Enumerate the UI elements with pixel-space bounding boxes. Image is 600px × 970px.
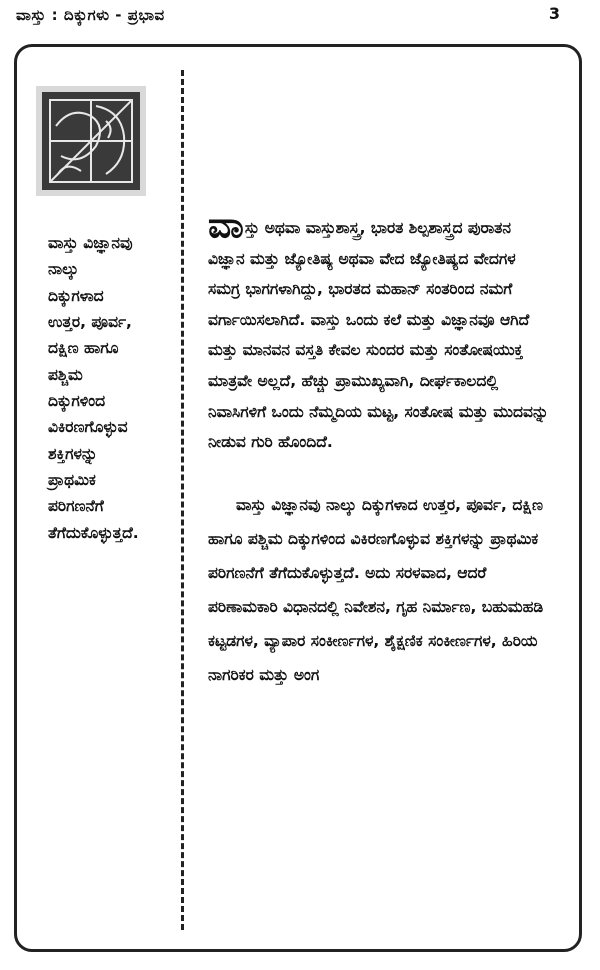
sidebar-line: ದಿಕ್ಕುಗಳಿಂದ [48, 392, 106, 411]
vastu-grid-emblem [36, 86, 146, 196]
sidebar-line: ಉತ್ತರ, ಪೂರ್ವ, [48, 313, 132, 332]
paragraph-1-text: ಸ್ತು ಅಥವಾ ವಾಸ್ತುಶಾಸ್ತ್ರ, ಭಾರತ ಶಿಲ್ಪಶಾಸ್ತ್ರದ ಪುರಾತನ ವಿಜ್ಞಾನ ಮತ್ತು ಜ್ಯೋತಿಷ್ಯ ಅಥವಾ ವೇದ ಜ್ಯೋತಿಷ್ಯದ ವೇದಗಳ ಸಮಗ್ರ ಭಾಗಗಳಾಗಿದ್ದು, ಭಾರತದ ಮಹಾನ್ ಸಂತರಿಂದ ನಮಗೆ ವರ್ಗಾಯಿಸಲಾಗಿದೆ. ವಾಸ್ತು ಒಂದು ಕಲೆ ಮತ್ತು ವಿಜ್ಞಾನವೂ ಆಗಿದೆ ಮತ್ತು ಮಾನವನ ವಸ್ತತಿ ಕೇವಲ ಸುಂದರ ಮತ್ತು ಸಂತೋಷಯುಕ್ತ ಮಾತ್ರವೇ ಅಲ್ಲದೆ, ಹೆಚ್ಚು ಪ್ರಾಮುಖ್ಯವಾಗಿ, ದೀರ್ಘಕಾಲದಲ್ಲಿ ನಿವಾಸಿಗಳಿಗೆ ಒಂದು ನೆಮ್ಮದಿಯ ಮಟ್ಟ, ಸಂತೋಷ ಮತ್ತು ಮುದವನ್ನು ನೀಡುವ ಗುರಿ ಹೊಂದಿದೆ. [208, 219, 549, 452]
sidebar-line: ವಾಸ್ತು ವಿಜ್ಞಾನವು [48, 234, 133, 252]
column-divider [181, 70, 184, 930]
sidebar-pull-quote [48, 230, 178, 546]
sidebar-line: ತೆಗೆದುಕೊಳ್ಳುತ್ತದೆ. [48, 523, 139, 542]
sidebar-line: ದಿಕ್ಕುಗಳಾದ [48, 286, 104, 305]
drop-cap: ವಾ [208, 204, 244, 246]
running-header-title: ವಾಸ್ತು : ದಿಕ್ಕುಗಳು - ಪ್ರಭಾವ [16, 6, 165, 24]
body-paragraph-1 [208, 204, 553, 458]
sidebar-line: ವಿಕಿರಣಗೊಳ್ಳುವ [48, 418, 128, 437]
sidebar-line: ಶಕ್ತಿಗಳನ್ನು [48, 444, 98, 463]
sidebar-line: ದಕ್ಷಿಣ ಹಾಗೂ [48, 339, 119, 358]
sidebar-line: ಪ್ರಾಥಮಿಕ [48, 471, 96, 490]
sidebar-line: ಪಶ್ಚಿಮ [48, 365, 83, 384]
body-paragraph-2: ವಾಸ್ತು ವಿಜ್ಞಾನವು ನಾಲ್ಕು ದಿಕ್ಕುಗಳಾದ ಉತ್ತರ, ಪೂರ್ವ, ದಕ್ಷಿಣ ಹಾಗೂ ಪಶ್ಚಿಮ ದಿಕ್ಕುಗಳಿಂದ ವಿಕಿರಣಗೊಳ್ಳುವ ಶಕ್ತಿಗಳನ್ನು ಪ್ರಾಥಮಿಕ ಪರಿಗಣನೆಗೆ ತೆಗೆದುಕೊಳ್ಳುತ್ತದೆ. ಅದು ಸರಳವಾದ, ಆದರೆ ಪರಿಣಾಮಕಾರಿ ವಿಧಾನದಲ್ಲಿ ನಿವೇಶನ, ಗೃಹ ನಿರ್ಮಾಣ, ಬಹುಮಹಡಿ ಕಟ್ಟಡಗಳ, ವ್ಯಾಪಾರ ಸಂಕೀರ್ಣಗಳ, ಶೈಕ್ಷಣಿಕ ಸಂಕೀರ್ಣಗಳ, ಹಿರಿಯ ನಾಗರಿಕರ ಮತ್ತು ಅಂಗ [208, 495, 544, 684]
sidebar-line: ಪರಿಗಣನೆಗೆ [48, 497, 104, 516]
sidebar-line: ನಾಲ್ಕು [48, 260, 79, 279]
page-number: 3 [548, 4, 560, 23]
main-body-text [208, 204, 553, 692]
vastu-grid-icon [36, 86, 146, 196]
